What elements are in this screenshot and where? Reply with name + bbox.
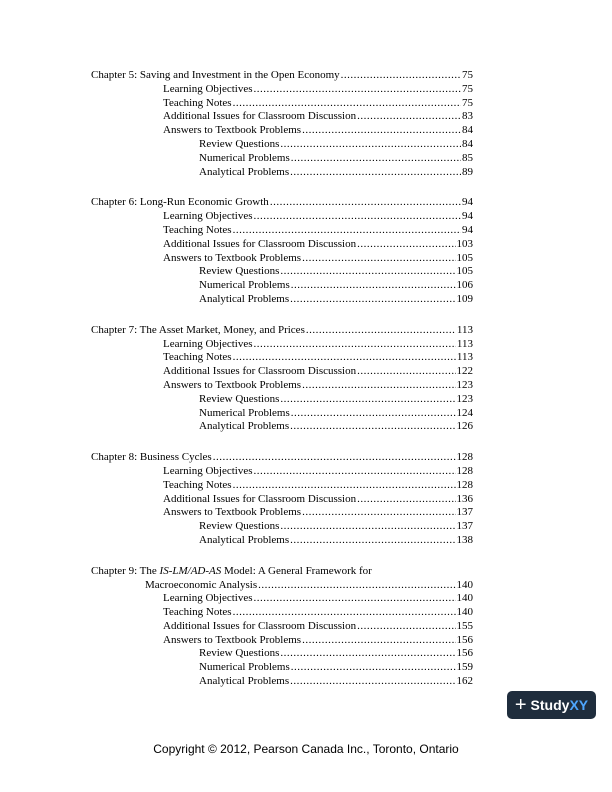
toc-entry[interactable]: Teaching Notes ..... 113: [91, 351, 473, 365]
chapter-8: [91, 451, 473, 548]
toc-entry[interactable]: Answers to Textbook Problems ..... 84: [91, 124, 473, 138]
toc-subentry[interactable]: Numerical Problems ..... 106: [91, 279, 473, 293]
toc-entry[interactable]: Learning Objectives ..... 75: [91, 83, 473, 97]
toc-entry[interactable]: Learning Objectives ..... 140: [91, 592, 473, 606]
toc-entry[interactable]: Teaching Notes ..... 94: [91, 224, 473, 238]
toc-subentry[interactable]: Review Questions ..... 123: [91, 393, 473, 407]
toc-entry[interactable]: Answers to Textbook Problems ..... 137: [91, 506, 473, 520]
chapter-heading[interactable]: Chapter 9: The IS-LM/AD-AS Model: A General Framework for: [91, 564, 372, 577]
chapter-9: [91, 565, 473, 689]
toc-subentry[interactable]: Review Questions ..... 84: [91, 138, 473, 152]
toc-entry[interactable]: Additional Issues for Classroom Discussion ..... 103: [91, 238, 473, 252]
toc-subentry[interactable]: Numerical Problems ..... 159: [91, 661, 473, 675]
toc-subentry[interactable]: Numerical Problems ..... 124: [91, 407, 473, 421]
chapter-6: [91, 196, 473, 306]
toc-entry[interactable]: Learning Objectives ..... 113: [91, 338, 473, 352]
toc-entry[interactable]: Learning Objectives ..... 128: [91, 465, 473, 479]
copyright-footer: Copyright © 2012, Pearson Canada Inc., Toronto, Ontario: [153, 742, 459, 756]
toc-subentry[interactable]: Review Questions ..... 105: [91, 265, 473, 279]
chapter-7: [91, 324, 473, 434]
toc-entry[interactable]: Additional Issues for Classroom Discussion ..... 136: [91, 493, 473, 507]
toc-entry[interactable]: Answers to Textbook Problems ..... 123: [91, 379, 473, 393]
chapter-heading-continued[interactable]: Macroeconomic Analysis ..... 140: [91, 579, 473, 593]
studyxy-logo[interactable]: + StudyXY: [507, 691, 596, 719]
toc-entry[interactable]: Answers to Textbook Problems ..... 156: [91, 634, 473, 648]
chapter-heading[interactable]: Chapter 7: The Asset Market, Money, and Prices ..... 113: [91, 324, 473, 338]
toc-subentry[interactable]: Analytical Problems ..... 89: [91, 166, 473, 180]
toc-subentry[interactable]: Review Questions ..... 156: [91, 647, 473, 661]
chapter-5: [91, 69, 473, 179]
toc-entry[interactable]: Teaching Notes ..... 128: [91, 479, 473, 493]
chapter-heading[interactable]: Chapter 8: Business Cycles ..... 128: [91, 451, 473, 465]
toc-subentry[interactable]: Analytical Problems ..... 109: [91, 293, 473, 307]
toc-subentry[interactable]: Analytical Problems ..... 126: [91, 420, 473, 434]
plus-icon: +: [514, 694, 527, 716]
toc-subentry[interactable]: Review Questions ..... 137: [91, 520, 473, 534]
toc-entry[interactable]: Additional Issues for Classroom Discussion ..... 83: [91, 110, 473, 124]
toc-subentry[interactable]: Analytical Problems ..... 162: [91, 675, 473, 689]
toc-entry[interactable]: Teaching Notes ..... 75: [91, 97, 473, 111]
toc-entry[interactable]: Additional Issues for Classroom Discussion ..... 122: [91, 365, 473, 379]
toc-entry[interactable]: Additional Issues for Classroom Discussion ..... 155: [91, 620, 473, 634]
chapter-heading[interactable]: Chapter 6: Long-Run Economic Growth ..... 94: [91, 196, 473, 210]
chapter-heading[interactable]: Chapter 5: Saving and Investment in the Open Economy ..... 75: [91, 69, 473, 83]
toc-entry[interactable]: Learning Objectives ..... 94: [91, 210, 473, 224]
toc-entry[interactable]: Answers to Textbook Problems ..... 105: [91, 252, 473, 266]
table-of-contents: [91, 69, 473, 706]
toc-subentry[interactable]: Numerical Problems ..... 85: [91, 152, 473, 166]
toc-entry[interactable]: Teaching Notes ..... 140: [91, 606, 473, 620]
toc-subentry[interactable]: Analytical Problems ..... 138: [91, 534, 473, 548]
